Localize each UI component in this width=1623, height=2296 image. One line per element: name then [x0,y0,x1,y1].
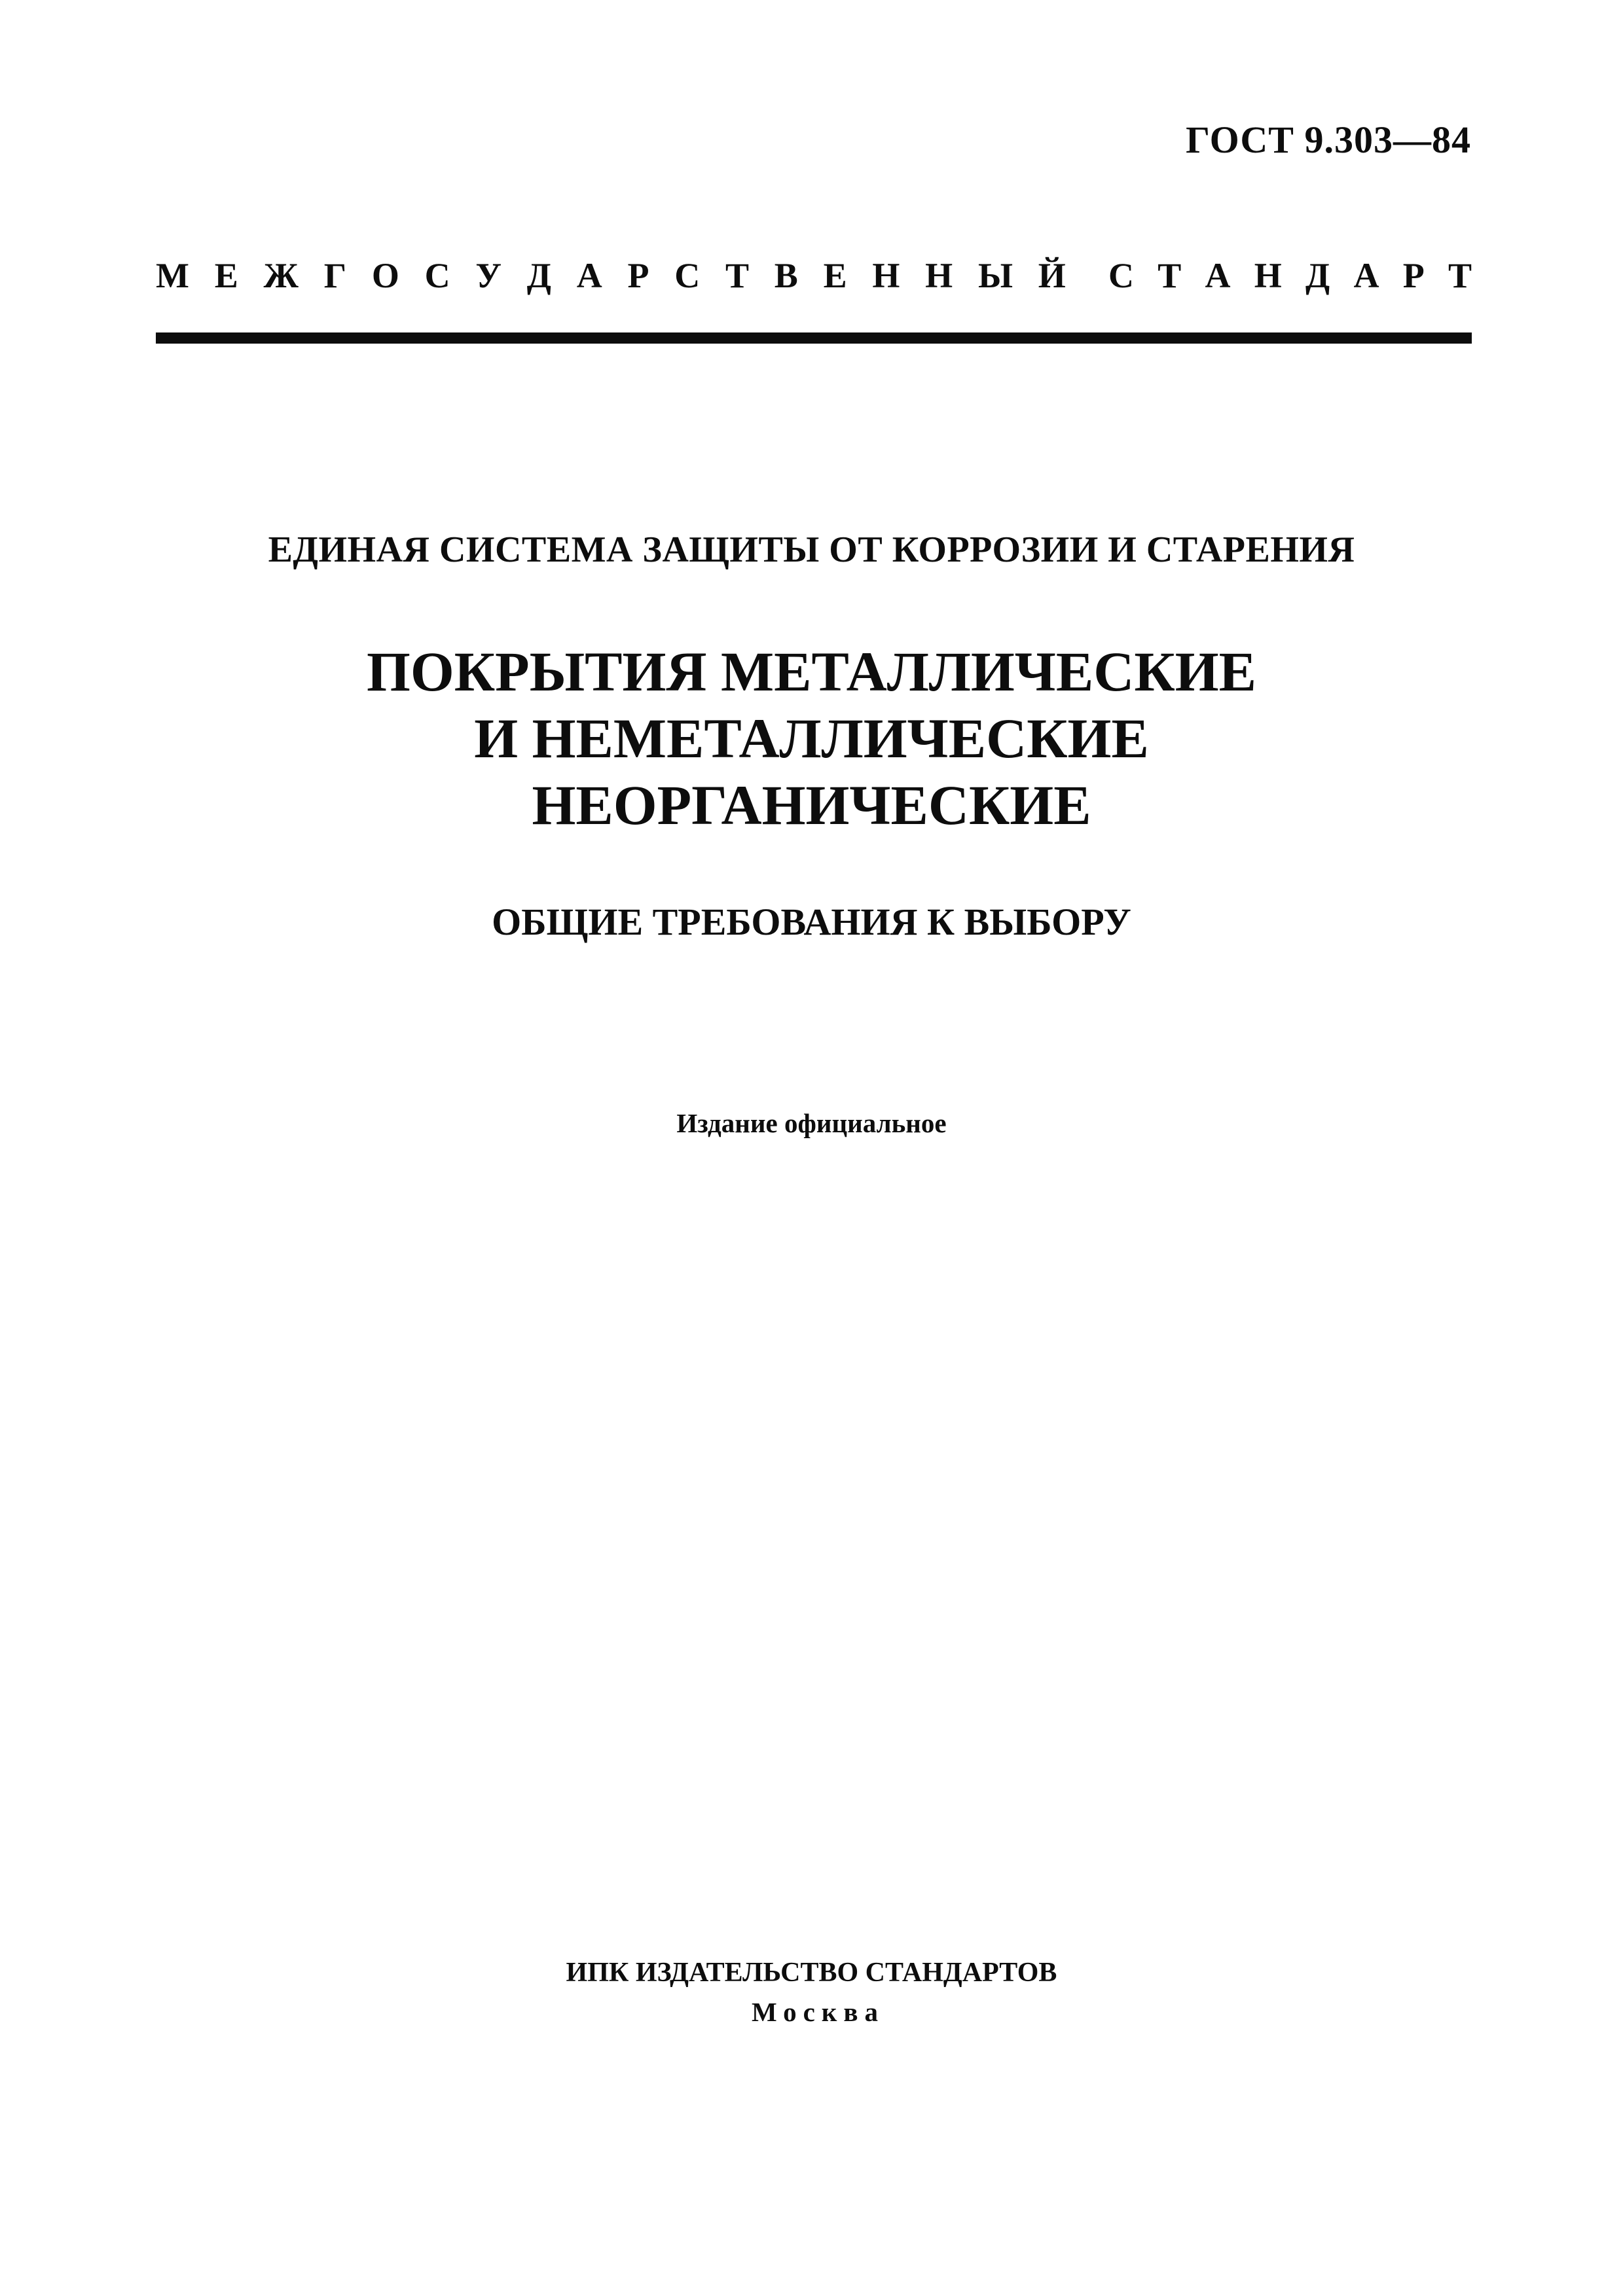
spaced-letter: Р [627,256,649,295]
heading-rule [156,332,1472,344]
spaced-letter: Н [925,256,953,295]
spaced-letter: С [1108,256,1134,295]
system-title: ЕДИНАЯ СИСТЕМА ЗАЩИТЫ ОТ КОРРОЗИИ И СТАРЕНИЯ [268,529,1355,570]
subtitle: ОБЩИЕ ТРЕБОВАНИЯ К ВЫБОРУ [492,901,1131,943]
main-title-line: И НЕМЕТАЛЛИЧЕСКИЕ [474,707,1149,770]
spaced-letter: У [475,256,502,295]
spaced-letter: Й [1038,256,1066,295]
spaced-letter: Г [323,256,347,295]
interstate-word [156,255,1066,296]
spaced-letter: А [576,256,602,295]
publisher: ИПК ИЗДАТЕЛЬСТВО СТАНДАРТОВ [566,1958,1057,1988]
spaced-letter: Т [1158,256,1182,295]
gost-number: ГОСТ 9.303—84 [1186,118,1471,161]
main-title-line: ПОКРЫТИЯ МЕТАЛЛИЧЕСКИЕ [367,640,1256,703]
spaced-letter: Е [823,256,847,295]
main-title [0,638,1623,838]
spaced-letter: Р [1402,256,1425,295]
spaced-letter: Т [1448,256,1472,295]
interstate-standard-heading [156,255,1472,296]
spaced-letter: Н [872,256,900,295]
spaced-letter: О [371,256,399,295]
publication-city: Москва [751,1997,885,2027]
spaced-letter: С [674,256,701,295]
spaced-letter: Д [1305,256,1330,295]
spaced-letter: С [424,256,450,295]
spaced-letter: Н [1254,256,1282,295]
spaced-letter: Д [526,256,551,295]
main-title-line: НЕОРГАНИЧЕСКИЕ [532,774,1091,836]
spaced-letter: Ы [977,256,1013,295]
spaced-letter: М [156,256,189,295]
spaced-letter: Ж [263,256,299,295]
standard-word [1108,255,1472,296]
spaced-letter: Е [214,256,238,295]
spaced-letter: А [1205,256,1231,295]
spaced-letter: В [774,256,798,295]
spaced-letter: А [1353,256,1379,295]
spaced-letter: Т [725,256,750,295]
edition-note: Издание официальное [676,1108,947,1138]
